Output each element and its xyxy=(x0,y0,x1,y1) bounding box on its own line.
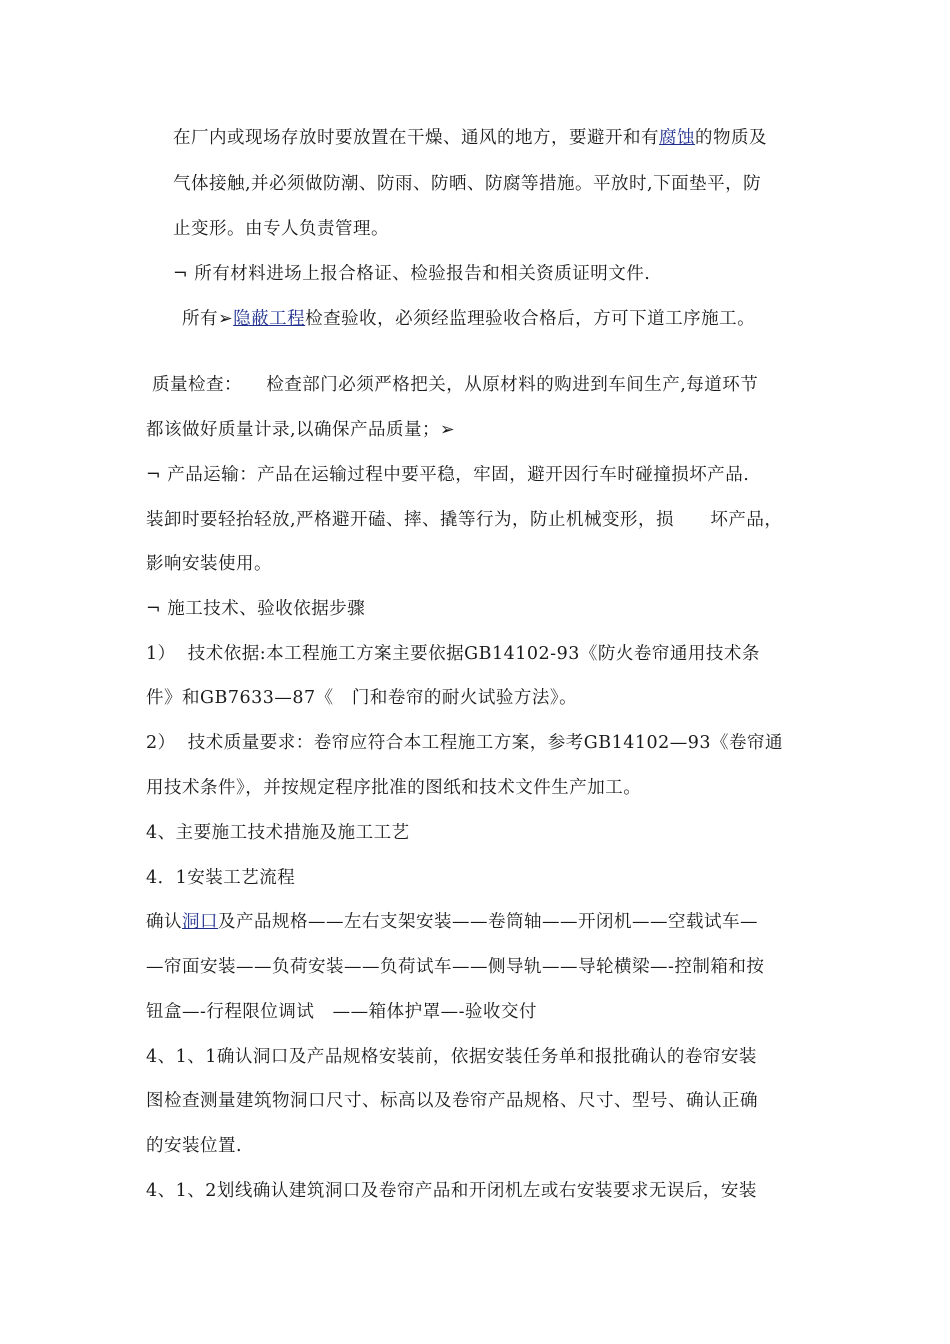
paragraph-hidden-works: 所有➢隐蔽工程检查验收，必须经监理验收合格后，方可下道工序施工。 xyxy=(182,309,756,329)
paragraph-quality-check-line-1: 质量检查： 检查部门必须严格把关，从原材料的购进到车间生产,每道环节 xyxy=(152,375,759,395)
paragraph-storage-line-1: 在厂内或现场存放时要放置在干燥、通风的地方，要避开和有腐蚀的物质及 xyxy=(173,128,767,148)
heading-install-process: 4．1安装工艺流程 xyxy=(146,868,296,888)
paragraph-transport-line-1: ¬ 产品运输：产品在运输过程中要平稳，牢固，避开因行车时碰撞损坏产品. xyxy=(146,465,750,485)
process-flow-line-3: 钮盒—-行程限位调试 ——箱体护罩—-验收交付 xyxy=(146,1002,538,1022)
step-4-1-1-line-1: 4、1、1确认洞口及产品规格安装前，依据安装任务单和报批确认的卷帘安装 xyxy=(146,1047,757,1067)
link-corrosion[interactable]: 腐蚀 xyxy=(659,128,695,148)
paragraph-transport-line-2: 装卸时要轻抬轻放,严格避开磕、摔、撬等行为，防止机械变形，损 坏产品， xyxy=(146,510,783,530)
paragraph-storage-line-3: 止变形。由专人负责管理。 xyxy=(173,219,389,239)
step-4-1-2-line-1: 4、1、2划线确认建筑洞口及卷帘产品和开闭机左或右安装要求无误后，安装 xyxy=(146,1181,757,1201)
heading-construction-basis: ¬ 施工技术、验收依据步骤 xyxy=(146,599,366,619)
paragraph-storage-line-2: 气体接触,并必须做防潮、防雨、防晒、防腐等措施。平放时,下面垫平，防 xyxy=(173,174,762,194)
paragraph-quality-check-line-2: 都该做好质量计录,以确保产品质量；➢ xyxy=(146,420,456,440)
item-quality-requirements-line-1: 2） 技术质量要求：卷帘应符合本工程施工方案，参考GB14102—93《卷帘通 xyxy=(146,733,784,753)
process-flow-line-1: 确认洞口及产品规格——左右支架安装——卷筒轴——开闭机——空载试车— xyxy=(146,912,758,932)
heading-main-measures: 4、主要施工技术措施及施工工艺 xyxy=(146,823,410,843)
item-technical-basis-line-2: 件》和GB7633—87《 门和卷帘的耐火试验方法》。 xyxy=(146,688,578,708)
step-4-1-1-line-3: 的安装位置. xyxy=(146,1136,243,1156)
paragraph-certificates: ¬ 所有材料进场上报合格证、检验报告和相关资质证明文件. xyxy=(173,264,651,284)
paragraph-transport-line-3: 影响安装使用。 xyxy=(146,554,272,574)
item-quality-requirements-line-2: 用技术条件》，并按规定程序批准的图纸和技术文件生产加工。 xyxy=(146,778,642,798)
link-hidden-works[interactable]: 隐蔽工程 xyxy=(233,309,306,329)
process-flow-line-2: —帘面安装——负荷安装——负荷试车——侧导轨——导轮横梁—-控制箱和按 xyxy=(146,957,765,977)
step-4-1-1-line-2: 图检查测量建筑物洞口尺寸、标高以及卷帘产品规格、尺寸、型号、确认正确 xyxy=(146,1091,758,1111)
item-technical-basis-line-1: 1） 技术依据:本工程施工方案主要依据GB14102-93《防火卷帘通用技术条 xyxy=(146,644,760,664)
link-opening[interactable]: 洞口 xyxy=(182,912,218,932)
